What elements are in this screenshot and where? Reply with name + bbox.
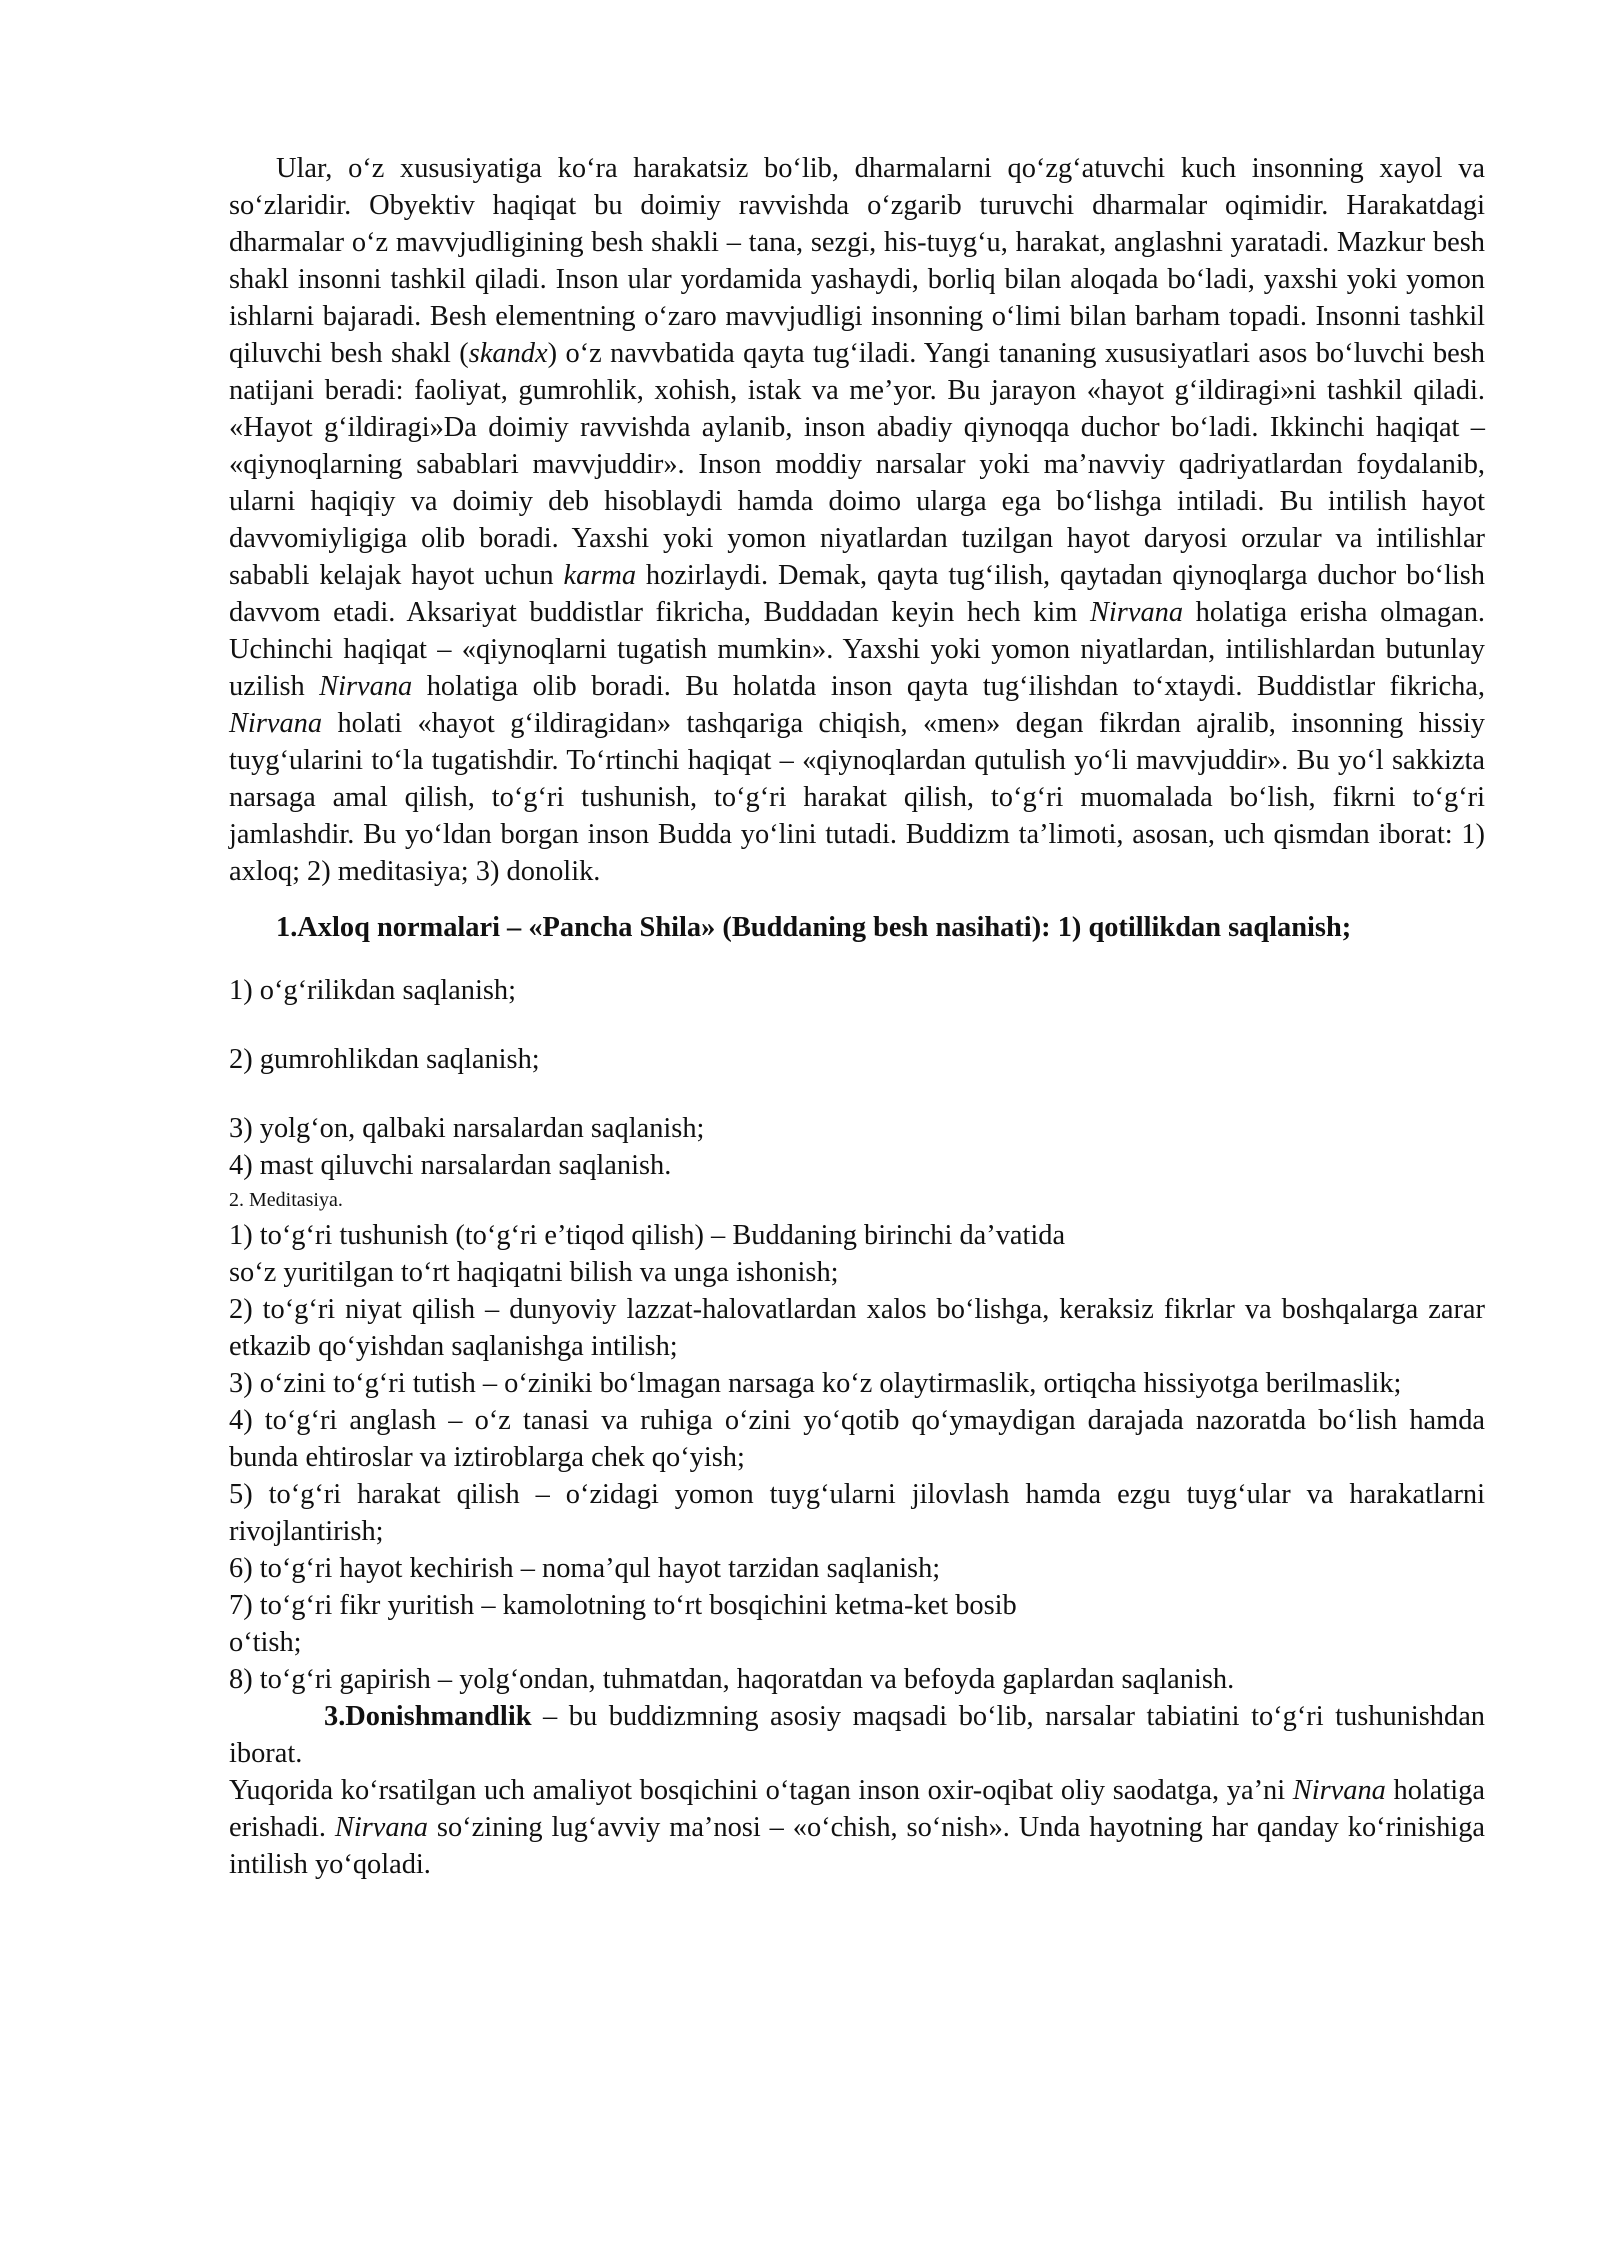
text-run: – bu buddizmning asosiy maqsadi bo‘lib, narsalar tabiatini to‘g‘ri tushunishdan iborat. bbox=[229, 1701, 1485, 1769]
paragraph-wisdom bbox=[229, 1698, 1485, 1772]
list-item-continuation: so‘z yuritilgan to‘rt haqiqatni bilish va unga ishonish; bbox=[229, 1257, 839, 1288]
list-item: 3) yolg‘on, qalbaki narsalardan saqlanish; bbox=[229, 1113, 705, 1144]
list-item: 5) to‘g‘ri harakat qilish – o‘zidagi yomon tuyg‘ularni jilovlash hamda ezgu tuyg‘ular va harakatlarni rivojlantirish; bbox=[229, 1479, 1485, 1547]
text-run: Yuqorida ko‘rsatilgan uch amaliyot bosqichini o‘tagan inson oxir-oqibat oliy saodatga, ya’ni bbox=[229, 1775, 1286, 1806]
list-item: 2) to‘g‘ri niyat qilish – dunyoviy lazzat-halovatlardan xalos bo‘lishga, keraksiz fikrlar va boshqalarga zarar etkazib qo‘yishdan saqlanishga intilish; bbox=[229, 1294, 1485, 1362]
italic-term: Nirvana bbox=[1089, 597, 1184, 628]
list-item: 1) o‘g‘rilikdan saqlanish; bbox=[229, 975, 516, 1006]
paragraph-nirvana bbox=[229, 1772, 1485, 1883]
list-item: 2) gumrohlikdan saqlanish; bbox=[229, 1044, 540, 1075]
text-run: ) o‘z navvbatida qayta tug‘iladi. Yangi tananing xususiyatlari asos bo‘luvchi besh natijani beradi: faoliyat, gumrohlik, xohish, istak va me’yor. Bu jarayon «hayot g‘ildiragi»ni tashkil qiladi. «Hayot g‘ildiragi»Da doimiy ravvishda aylanib, inson abadiy qiynoqqa duchor bo‘ladi. Ikkinchi haqiqat – «qiynoqlarning sabablari mavvjuddir». Inson moddiy narsalar yoki ma’navviy qadriyatlardan foydalanib, ularni haqiqiy va doimiy deb hisoblaydi hamda doimo ularga ega bo‘lishga intiladi. Bu intilish hayot davvomiyligiga olib boradi. Yaxshi yoki yomon niyatlardan tuzilgan hayot daryosi orzular va intilishlar sababli kelajak hayot uchun bbox=[229, 338, 1485, 591]
text-run: hozirlaydi. Demak, qayta tug‘ilish, qaytadan qiynoqlarga duchor bo‘lish davvom etadi. Aksariyat buddistlar fikricha, Buddadan keyin hech kim bbox=[229, 560, 1485, 628]
bold-term: 3.Donishmandlik bbox=[324, 1701, 532, 1732]
document-page bbox=[229, 150, 1485, 1883]
section-heading-ethics: 1.Axloq normalari – «Pancha Shila» (Buddaning besh nasihati): 1) qotillikdan saqlanish; bbox=[276, 912, 1352, 943]
list-item: 1) to‘g‘ri tushunish (to‘g‘ri e’tiqod qilish) – Buddaning birinchi da’vatida bbox=[229, 1220, 1066, 1251]
text-run: so‘zining lug‘avviy ma’nosi – «o‘chish, so‘nish». Unda hayotning har qanday ko‘rinishiga intilish yo‘qoladi. bbox=[229, 1812, 1485, 1880]
list-item-continuation: o‘tish; bbox=[229, 1627, 302, 1658]
paragraph-dharma bbox=[229, 150, 1485, 890]
text-run: holatiga erisha olmagan. Uchinchi haqiqat – «qiynoqlarni tugatish mumkin». Yaxshi yoki yomon niyatlardan, intilishlardan butunlay uzilish bbox=[229, 597, 1485, 702]
list-item: 6) to‘g‘ri hayot kechirish – noma’qul hayot tarzidan saqlanish; bbox=[229, 1553, 941, 1584]
italic-term: skandx bbox=[468, 338, 548, 369]
text-run: holatiga erishadi. bbox=[229, 1775, 1485, 1843]
list-item: 7) to‘g‘ri fikr yuritish – kamolotning to‘rt bosqichini ketma-ket bosib bbox=[229, 1590, 1017, 1621]
italic-term: karma bbox=[563, 560, 637, 591]
italic-term: Nirvana bbox=[319, 671, 413, 702]
list-item: 3) o‘zini to‘g‘ri tutish – o‘ziniki bo‘lmagan narsaga ko‘z olaytirmaslik, ortiqcha hissiyotga berilmaslik; bbox=[229, 1368, 1402, 1399]
text-run: holatiga olib boradi. Bu holatda inson qayta tug‘ilishdan to‘xtaydi. Buddistlar fikricha, bbox=[426, 671, 1485, 702]
list-item: 8) to‘g‘ri gapirish – yolg‘ondan, tuhmatdan, haqoratdan va befoyda gaplardan saqlanish. bbox=[229, 1664, 1235, 1695]
list-item: 4) mast qiluvchi narsalardan saqlanish. bbox=[229, 1150, 672, 1181]
italic-term: Nirvana bbox=[1292, 1775, 1386, 1806]
text-run: Ular, o‘z xususiyatiga ko‘ra harakatsiz bo‘lib, dharmalarni qo‘zg‘atuvchi kuch insonning xayol va so‘zlaridir. Obyektiv haqiqat bu doimiy ravvishda o‘zgarib turuvchi dharmalar oqimidir. Harakatdagi dharmalar o‘z mavvjudligining besh shakli – tana, sezgi, his-tuyg‘u, harakat, anglashni yaratadi. Mazkur besh shakl insonni tashkil qiladi. Inson ular yordamida yashaydi, borliq bilan aloqada bo‘ladi, yaxshi yoki yomon ishlarni bajaradi. Besh elementning o‘zaro mavvjudligi insonning o‘limi bilan barham topadi. Insonni tashkil qiluvchi besh shakl ( bbox=[229, 153, 1485, 369]
section-heading-meditation: 2. Meditasiya. bbox=[229, 1189, 343, 1211]
italic-term: Nirvana bbox=[334, 1812, 428, 1843]
text-run: holati «hayot g‘ildiragidan» tashqariga chiqish, «men» degan fikrdan ajralib, insonning hissiy tuyg‘ularini to‘la tugatishdir. To‘rtinchi haqiqat – «qiynoqlardan qutulish yo‘li mavvjuddir». Bu yo‘l sakkizta narsaga amal qilish, to‘g‘ri tushunish, to‘g‘ri harakat qilish, to‘g‘ri muomalada bo‘lish, fikrni to‘g‘ri jamlashdir. Bu yo‘ldan borgan inson Budda yo‘lini tutadi. Buddizm ta’limoti, asosan, uch qismdan iborat: 1) axloq; 2) meditasiya; 3) donolik. bbox=[229, 708, 1485, 887]
list-item: 4) to‘g‘ri anglash – o‘z tanasi va ruhiga o‘zini yo‘qotib qo‘ymaydigan darajada nazoratda bo‘lish hamda bunda ehtiroslar va iztiroblarga chek qo‘yish; bbox=[229, 1405, 1485, 1473]
italic-term: Nirvana bbox=[229, 708, 323, 739]
